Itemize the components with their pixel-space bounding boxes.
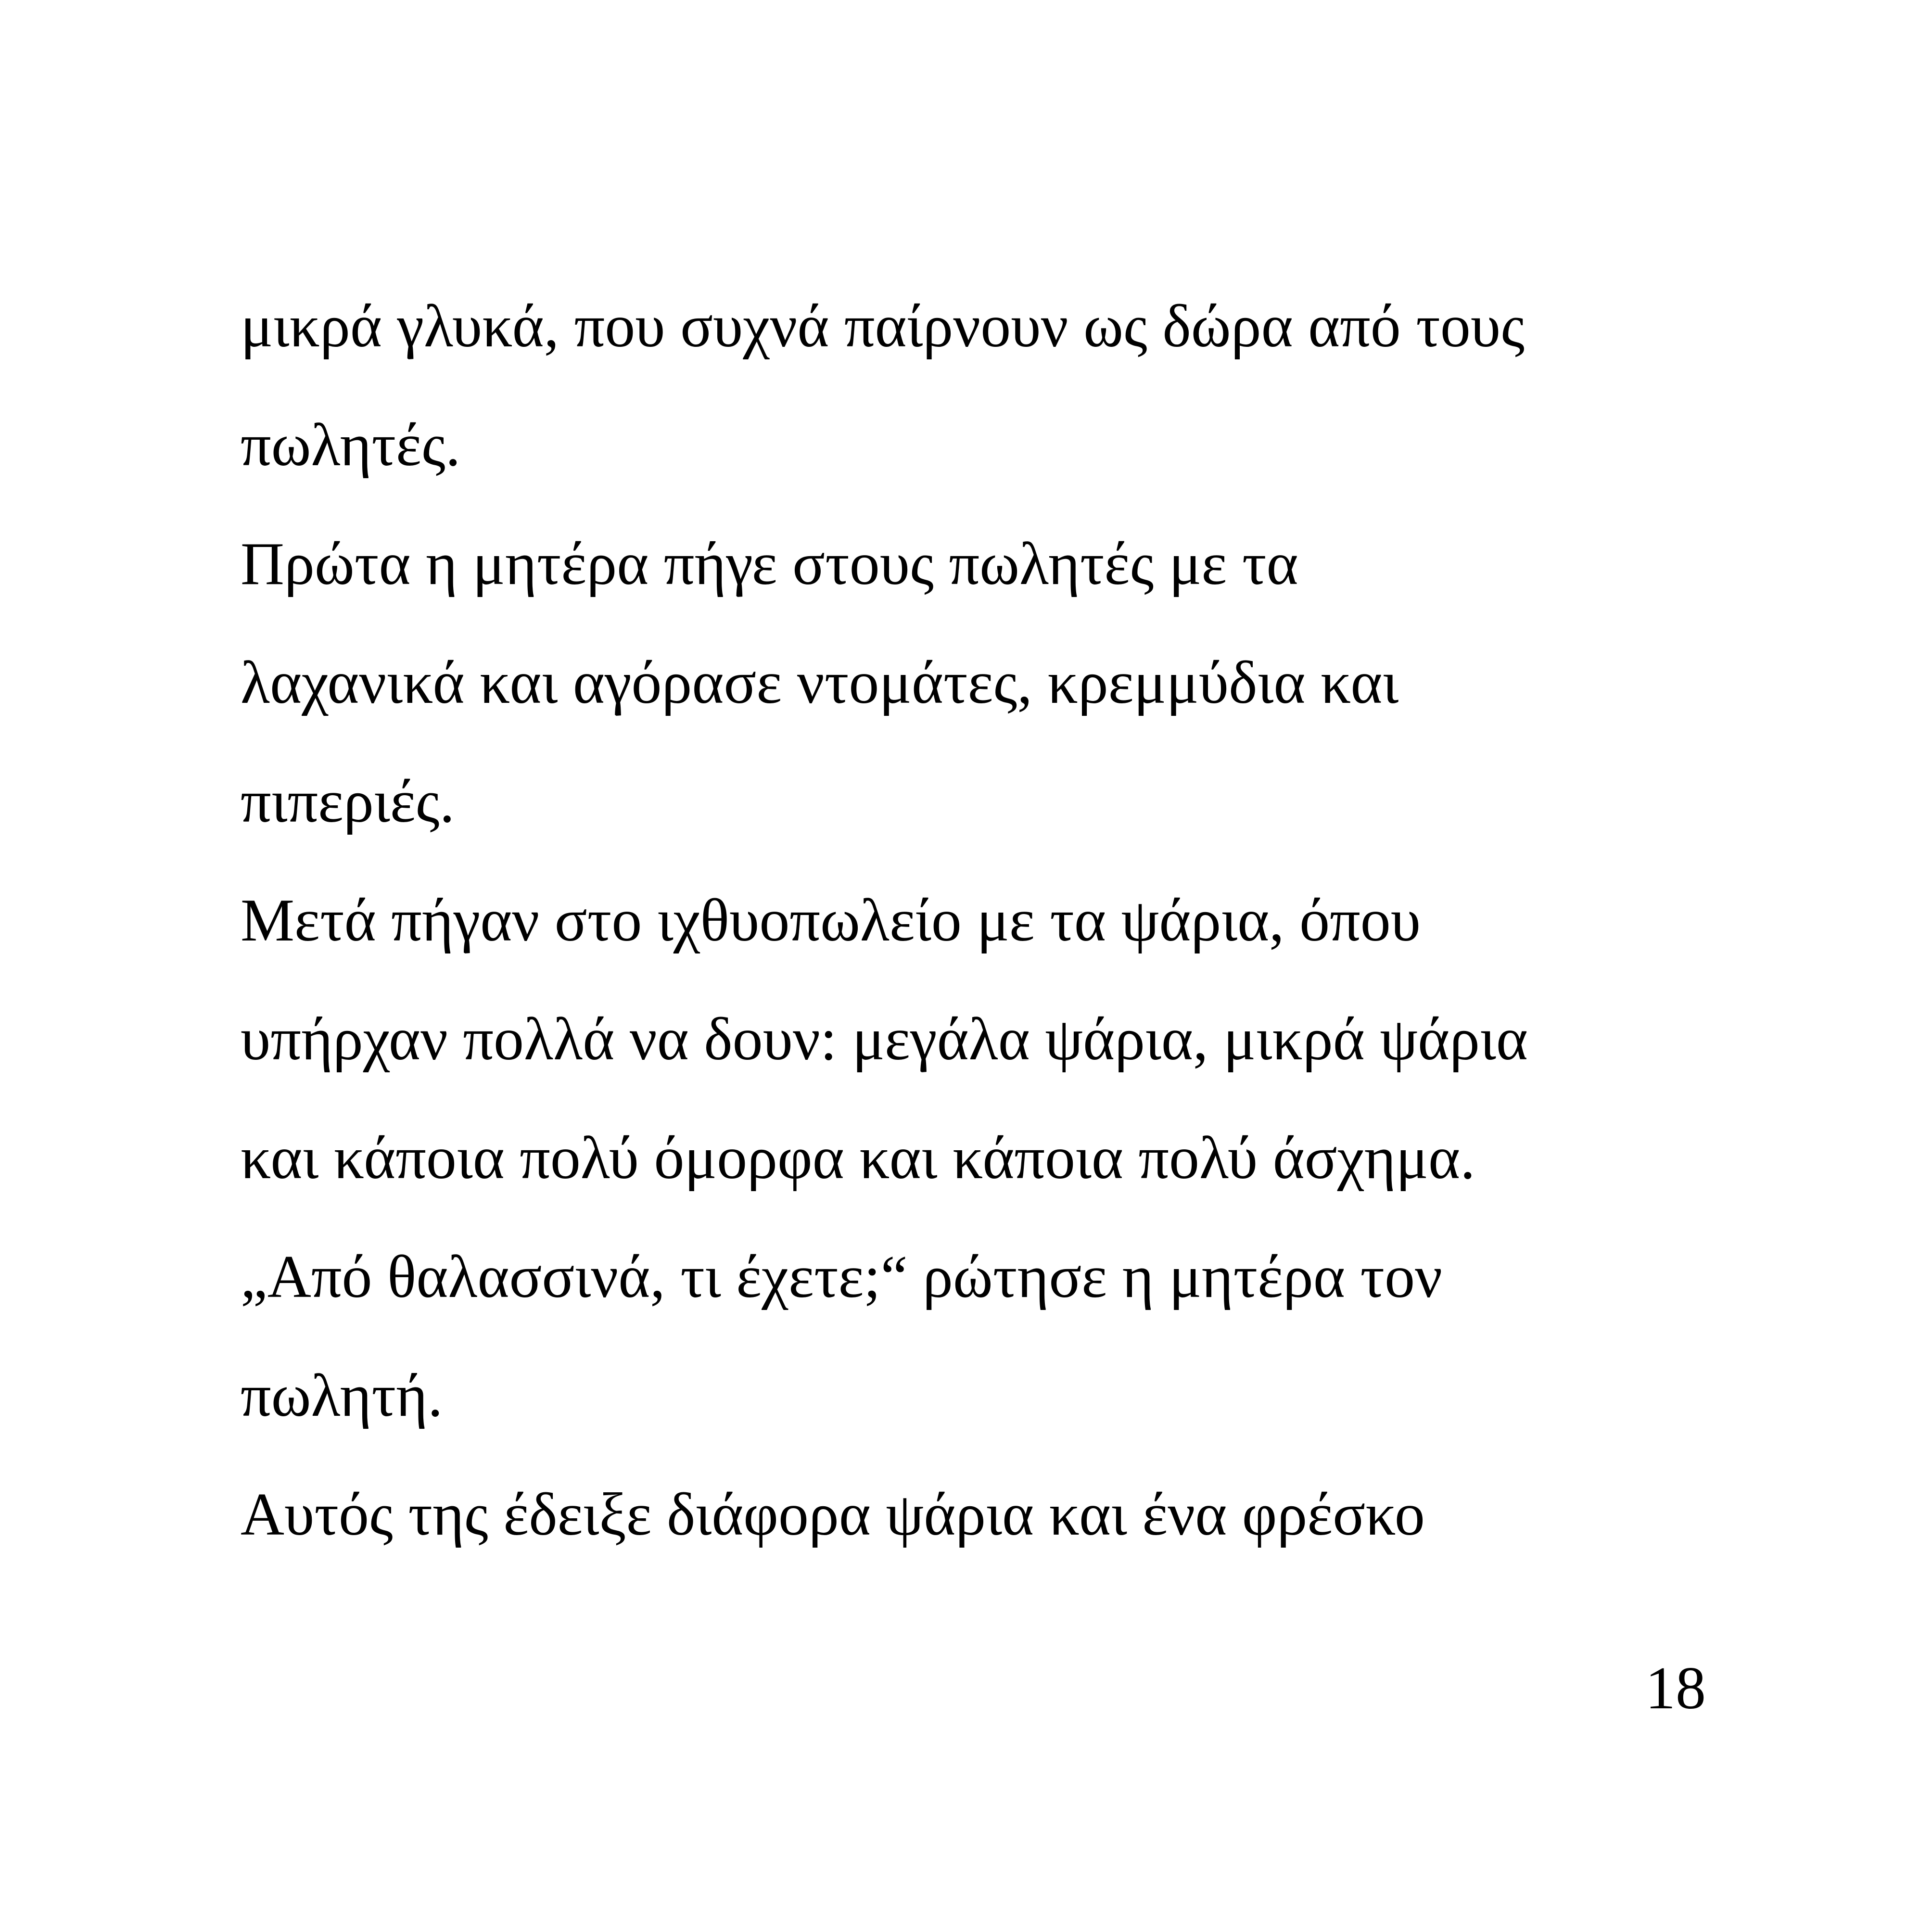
- text-line: „Από θαλασσινά, τι έχετε;“ ρώτησε η μητέρα τον: [241, 1244, 1443, 1310]
- text-line: υπήρχαν πολλά να δουν: μεγάλα ψάρια, μικρά ψάρια: [241, 1006, 1528, 1073]
- text-line: λαχανικά και αγόρασε ντομάτες, κρεμμύδια και: [241, 649, 1399, 716]
- text-line: πωλητή.: [241, 1362, 443, 1429]
- body-text: [241, 267, 1780, 1574]
- text-line: και κάποια πολύ όμορφα και κάποια πολύ άσχημα.: [241, 1125, 1475, 1192]
- text-line: πωλητές.: [241, 412, 461, 479]
- text-line: μικρά γλυκά, που συχνά παίρνουν ως δώρα από τους: [241, 293, 1525, 360]
- text-line: Αυτός της έδειξε διάφορα ψάρια και ένα φρέσκο: [241, 1481, 1425, 1548]
- text-line: πιπεριές.: [241, 768, 455, 835]
- text-line: Μετά πήγαν στο ιχθυοπωλείο με τα ψάρια, όπου: [241, 887, 1421, 954]
- text-line: Πρώτα η μητέρα πήγε στους πωλητές με τα: [241, 531, 1298, 597]
- page-number: 18: [1645, 1655, 1706, 1722]
